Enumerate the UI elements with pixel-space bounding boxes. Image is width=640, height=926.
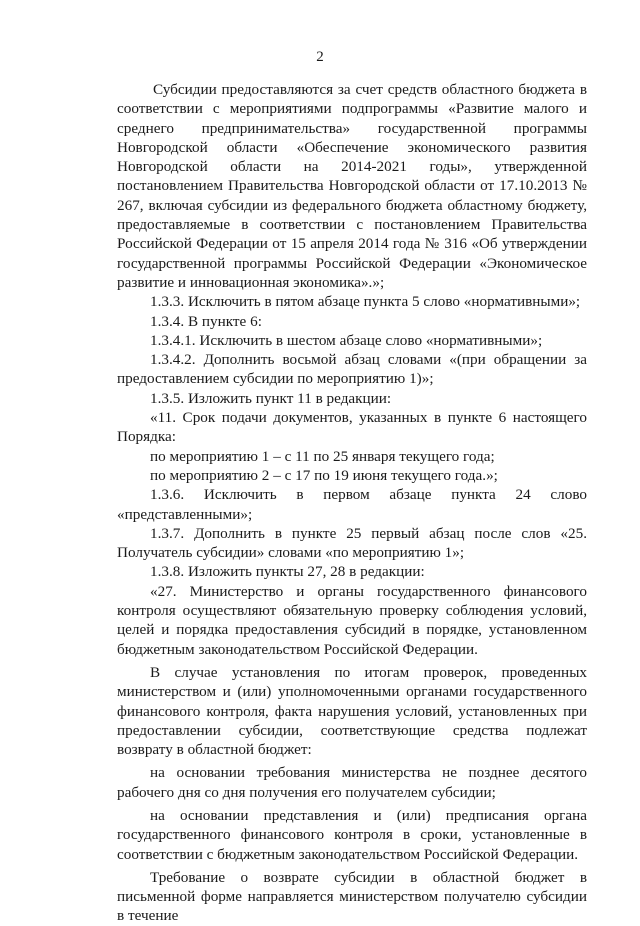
paragraph-ministry-requirement: на основании требования министерства не позднее десятого рабочего дня со дня получения его получателем субсидии; [117,764,587,801]
document-body [117,80,587,926]
paragraph-violations-return: В случае установления по итогам проверок, проведенных министерством и (или) уполномоченными органами государственного финансового контроля, факта нарушения условий, установленных при предоставлении субсидии, соответствующие средства подлежат возврату в областной бюджет: [117,663,587,759]
paragraph-1-3-3: 1.3.3. Исключить в пятом абзаце пункта 5 слово «нормативными»; [150,293,581,311]
paragraph-point-27: «27. Министерство и органы государственного финансового контроля осуществляют обязательную проверку соблюдения условий, целей и порядка предоставления субсидий в порядке, установленном бюджетным законодательством Российской Федерации. [117,582,587,658]
paragraph-1-3-7: 1.3.7. Дополнить в пункте 25 первый абзац после слов «25. Получатель субсидии» словами «по мероприятию 1»; [117,524,587,562]
paragraph-subsidies-source: Субсидии предоставляются за счет средств областного бюджета в соответствии с мероприятиями подпрограммы «Развитие малого и среднего предпринимательства» государственной программы Новгородской области «Обеспечение экономического развития Новгородской области на 2014-2021 годы», утвержденной постановлением Правительства Новгородской области от 17.10.2013 № 267, включая субсидии из федерального бюджета областному бюджету, предоставляемые в соответствии с постановлением Правительства Российской Федерации от 15 апреля 2014 года № 316 «Об утверждении государственной программы Российской Федерации «Экономическое развитие и инновационная экономика».»; [117,81,587,291]
paragraph-control-order: на основании представления и (или) предписания органа государственного финансового контроля в сроки, установленные в соответствии с бюджетным законодательством Российской Федерации. [117,806,587,863]
paragraph-measure-1-dates: по мероприятию 1 – с 11 по 25 января текущего года; [150,447,495,465]
paragraph-1-3-8: 1.3.8. Изложить пункты 27, 28 в редакции: [150,563,425,581]
paragraph-measure-2-dates: по мероприятию 2 – с 17 по 19 июня текущего года.»; [150,466,498,484]
paragraph-1-3-6: 1.3.6. Исключить в первом абзаце пункта 24 слово «представленными»; [117,486,587,523]
paragraph-1-3-5: 1.3.5. Изложить пункт 11 в редакции: [150,389,392,407]
paragraph-1-3-4-2: 1.3.4.2. Дополнить восьмой абзац словами «(при обращении за предоставлением субсидии по мероприятию 1)»; [117,351,587,388]
paragraph-1-3-4-1: 1.3.4.1. Исключить в шестом абзаце слово «нормативными»; [150,331,543,349]
page-number: 2 [316,49,324,65]
paragraph-return-requirement: Требование о возврате субсидии в областной бюджет в письменной форме направляется министерством получателю субсидии в течение [117,868,587,925]
paragraph-point-11: «11. Срок подачи документов, указанных в пункте 6 настоящего Порядка: [117,409,587,446]
paragraph-1-3-4: 1.3.4. В пункте 6: [150,312,262,330]
